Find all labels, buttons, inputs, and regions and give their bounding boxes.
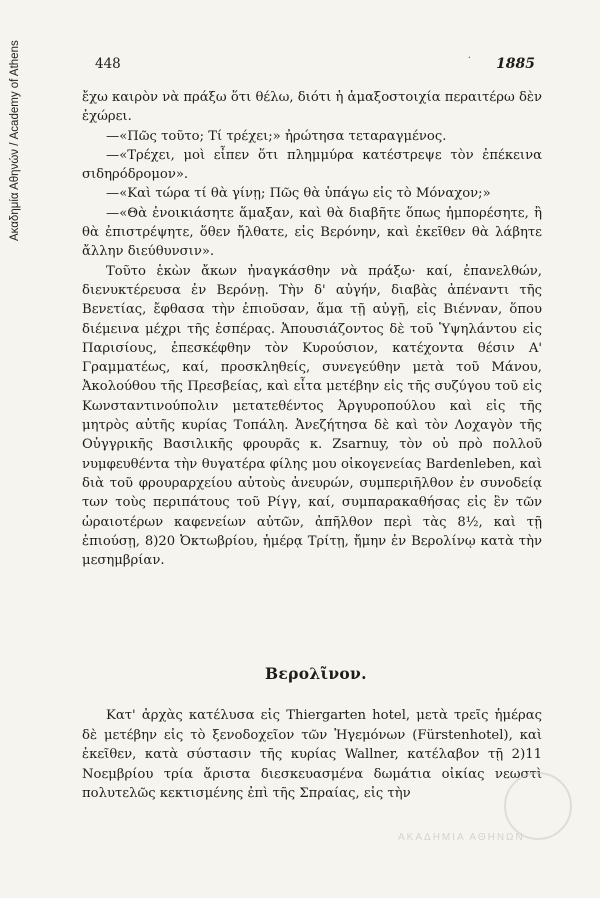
academy-watermark	[320, 772, 580, 852]
paragraph: Τοῦτο ἑκὼν ἄκων ἠναγκάσθην νὰ πράξω· καί, ἐπανελθών, διενυκτέρευσα ἐν Βερόνῃ. Τὴν δ' αὐγήν, διαβὰς ἀπέναντι τῆς Βενετίας, ἔφθασα τὴν ἐπιοῦσαν, ἅμα τῇ αὐγῇ, εἰς Βιένναν, ὅπου διέμεινα μέχρι τῆς ἑσπέρας. Ἀπουσιάζοντος δὲ τοῦ Ὑψηλάντου εἰς Παρισίους, ἐπεσκέφθην τὸν Κυρούσιον, κατέχοντα θέσιν Α' Γραμματέως, καί, προσκληθείς, συνεγεύθην μετὰ τοῦ Μάνου, Ἀκολούθου τῆς Πρεσβείας, καὶ εἶτα μετέβην εἰς τῆς συζύγου τοῦ εἰς Κωνσταντινούπολιν μετατεθέντος Ἀργυροπούλου καὶ εἰς τῆς μητρὸς αὐτῆς κυρίας Τοπάλη. Ἀνεζήτησα δὲ καὶ τὸν Λοχαγὸν τῆς Οὐγγρικῆς Βασιλικῆς φρουρᾶς κ. Zsarnuy, τὸν οὐ πρὸ πολλοῦ νυμφευθέντα τὴν θυγατέρα φίλης μου οἰκογενείας Bardenleben, καὶ διὰ τοῦ φρουραρχείου αὐτοὺς ἀνευρών, συμπεριῆλθον ἐν συνοδείᾳ των τοὺς περιπάτους τοῦ Ρίγγ, καί, συμπαρακαθήσας εἰς ἓν τῶν ὡραιοτέρων καφενείων αὐτῶν, ἀπῆλθον περὶ τὰς 8½, καὶ τῇ ἐπιούσῃ, 8)20 Ὀκτωβρίου, ἡμέρᾳ Τρίτῃ, ἤμην ἐν Βερολίνῳ κατὰ τὴν μεσημβρίαν.	[82, 263, 542, 569]
paragraph: —«Πῶς τοῦτο; Τί τρέχει;» ἠρώτησα τεταραγμένος.	[106, 128, 447, 144]
header-year: 1885	[496, 56, 535, 72]
paragraph: Κατ' ἀρχὰς κατέλυσα εἰς Thiergarten hotel, μετὰ τρεῖς ἡμέρας δὲ μετέβην εἰς τὸ ξενοδοχεῖον τῶν Ἡγεμόνων (Fürstenhotel), καὶ ἐκεῖθεν, κατὰ σύστασιν τῆς κυρίας Wallner, κατέλαβον τῇ 2)11 Νοεμβρίου τρία ἄριστα διεσκευασμένα δωμάτια οἰκίας νεωστὶ πολυτελῶς κεκτισμένης ἐπὶ τῆς Σπραίας, εἰς τὴν	[82, 708, 542, 802]
paragraph: —«Καὶ τώρα τί θὰ γίνῃ; Πῶς θὰ ὑπάγω εἰς τὸ Μόναχον;»	[106, 186, 491, 202]
watermark-text: ΑΚΑΔΗΜΙΑ ΑΘΗΝΩΝ	[398, 832, 525, 843]
paragraph: —«Θὰ ἐνοικιάσητε ἅμαξαν, καὶ θὰ διαβῆτε ὅπως ἠμπορέσητε, ἢ θὰ ἐπιστρέψητε, ὅθεν ἤλθατε, εἰς Βερόνην, καὶ ἐκεῖθεν θὰ λάβητε ἄλλην διεύθυνσιν».	[82, 205, 542, 260]
archive-side-label-text: Ακαδημία Αθηνών / Academy of Athens	[9, 40, 21, 241]
body-text	[82, 88, 542, 570]
paragraph: —«Τρέχει, μοὶ εἶπεν ὅτι πλημμύρα κατέστρεψε τὸν ἐπέκεινα σιδηρόδρομον».	[82, 147, 542, 183]
watermark-seal-icon	[504, 772, 572, 840]
paragraph: ἔχω καιρὸν νὰ πράξω ὅτι θέλω, διότι ἡ ἁμαξοστοιχία περαιτέρω δὲν ἐχώρει.	[82, 90, 542, 125]
page-number: 448	[95, 56, 121, 72]
page-header	[95, 53, 535, 76]
section-heading: Βερολῖνον.	[265, 664, 367, 683]
header-mark: ·	[467, 53, 471, 64]
